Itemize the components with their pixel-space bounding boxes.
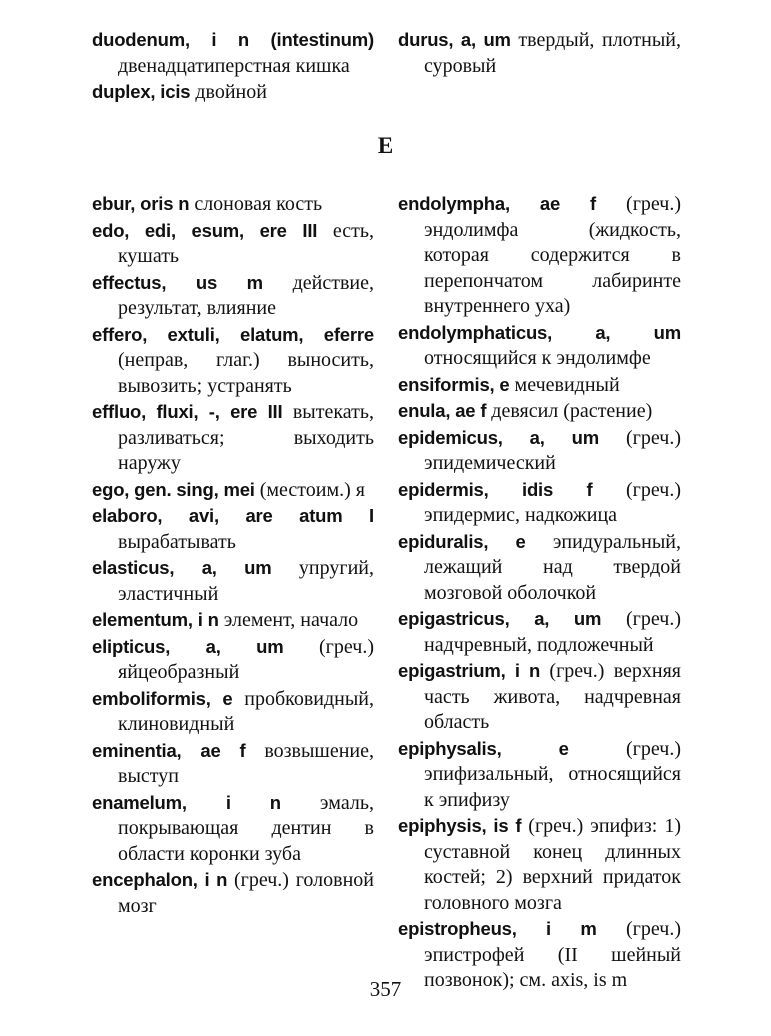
main-left-column [92, 191, 374, 919]
entry-definition: элемент, начало [218, 609, 359, 631]
page-number: 357 [369, 977, 402, 1001]
dictionary-entry [398, 813, 681, 916]
section-letter-heading: E [377, 133, 394, 158]
dictionary-entry [398, 529, 681, 607]
entry-definition: возвышение, выступ [118, 739, 374, 787]
dictionary-entry [92, 607, 374, 634]
entry-headword: emboliformis, e [92, 687, 233, 709]
entry-definition: упругий, эластичный [118, 557, 374, 605]
entry-definition: (греч.) эпистрофей (II шейный позвонок); см. axis, is m [424, 918, 681, 991]
dictionary-entry [92, 218, 374, 270]
entry-definition: двенадцатиперстная кишка [118, 54, 350, 77]
dictionary-entry [398, 736, 681, 814]
entry-headword: effero, extuli, elatum, eferre [92, 323, 374, 345]
entry-definition: вырабатывать [118, 530, 236, 553]
dictionary-entry [92, 79, 374, 106]
entry-headword: enula, ae f [398, 400, 487, 421]
entry-definition: двойной [190, 81, 267, 103]
entry-definition: (греч.) эпидемический [424, 426, 681, 474]
dictionary-entry [92, 503, 374, 555]
dictionary-entry [398, 398, 681, 425]
entry-headword: ego, gen. sing, mei [92, 478, 255, 500]
entry-headword: epidermis, idis f [398, 478, 593, 500]
entry-headword: epistropheus, i m [398, 918, 597, 939]
entry-headword: duplex, icis [92, 81, 191, 102]
entry-headword: ebur, oris n [92, 193, 190, 214]
entry-headword: ensiformis, e [398, 373, 510, 395]
entry-definition: (греч.) верхняя часть живота, надчревная область [424, 660, 681, 733]
entry-definition: (греч.) эпифиз: 1) суставной конец длинных костей; 2) верхний придаток головного мозга [424, 815, 681, 914]
dictionary-entry [92, 790, 374, 868]
entry-headword: duodenum, i n (intestinum) [92, 29, 374, 50]
entry-definition: есть, кушать [118, 219, 374, 267]
dictionary-entry [92, 270, 374, 322]
main-right-column [398, 191, 681, 994]
entry-definition: (неправ, глаг.) выносить, вывозить; устранять [118, 349, 374, 397]
entry-definition: пробковидный, клиновидный [118, 687, 375, 735]
dictionary-entry [92, 27, 374, 79]
dictionary-entry [92, 555, 374, 607]
entry-headword: eminentia, ae f [92, 739, 246, 761]
entry-definition: (греч.) эпидермис, надкожица [424, 478, 681, 526]
entry-headword: elipticus, a, um [92, 635, 284, 657]
entry-definition: (греч.) головной мозг [118, 869, 374, 917]
dictionary-entry [398, 477, 681, 529]
entry-definition: слоновая кость [189, 193, 323, 215]
entry-headword: elaboro, avi, are atum I [92, 505, 374, 526]
entry-headword: epiphysis, is f [398, 815, 522, 836]
entry-headword: effectus, us m [92, 271, 263, 293]
entry-headword: endolympha, ae f [398, 193, 596, 214]
dictionary-entry [398, 372, 681, 399]
dictionary-entry [398, 606, 681, 658]
dictionary-entry [398, 320, 681, 372]
entry-definition: эпидуральный, лежащий над твердой мозговой оболочкой [424, 530, 681, 604]
entry-headword: endolymphaticus, a, um [398, 321, 681, 343]
entry-definition: твердый, плотный, суровый [424, 29, 681, 77]
dictionary-entry [92, 477, 374, 504]
entry-headword: epiduralis, e [398, 530, 526, 552]
top-right-column [398, 27, 681, 79]
dictionary-entry [398, 425, 681, 477]
entry-headword: elementum, i n [92, 609, 219, 630]
top-left-column [92, 27, 374, 106]
entry-headword: encephalon, i n [92, 869, 228, 890]
entry-headword: epidemicus, a, um [398, 426, 600, 448]
dictionary-entry [92, 686, 374, 738]
entry-definition: (греч.) эпифизальный, относящийся к эпифизу [424, 737, 681, 811]
entry-headword: edo, edi, esum, ere III [92, 219, 318, 241]
entry-definition: эмаль, покрывающая дентин в области коронки зуба [118, 791, 374, 865]
entry-headword: epiphysalis, e [398, 737, 569, 759]
dictionary-entry [92, 867, 374, 919]
dictionary-entry [92, 634, 374, 686]
entry-headword: epigastricus, a, um [398, 608, 602, 629]
entry-definition: вытекать, разливаться; выходить наружу [118, 401, 374, 474]
entry-definition: (греч.) эндолимфа (жидкость, которая содержится в перепончатом лабиринте внутреннего уха) [424, 193, 681, 317]
entry-definition: (греч.) яйцеобразный [118, 635, 374, 683]
entry-headword: enamelum, i n [92, 791, 281, 813]
dictionary-entry [398, 658, 681, 736]
entry-headword: epigastrium, i n [398, 660, 541, 681]
entry-headword: effluo, fluxi, -, ere III [92, 401, 283, 422]
entry-definition: мечевидный [509, 373, 620, 396]
dictionary-entry [92, 399, 374, 477]
dictionary-entry [92, 191, 374, 218]
dictionary-entry [398, 27, 681, 79]
dictionary-entry [92, 738, 374, 790]
dictionary-entry [398, 191, 681, 320]
entry-definition: (местоим.) я [254, 478, 365, 501]
entry-definition: действие, результат, влияние [118, 271, 374, 319]
entry-definition: относящийся к эндолимфе [424, 347, 651, 369]
entry-headword: durus, a, um [398, 29, 511, 50]
entry-definition: (греч.) надчревный, подложечный [424, 608, 681, 656]
entry-headword: elasticus, a, um [92, 557, 272, 578]
dictionary-entry [92, 322, 374, 400]
entry-definition: девясил (растение) [486, 400, 653, 422]
